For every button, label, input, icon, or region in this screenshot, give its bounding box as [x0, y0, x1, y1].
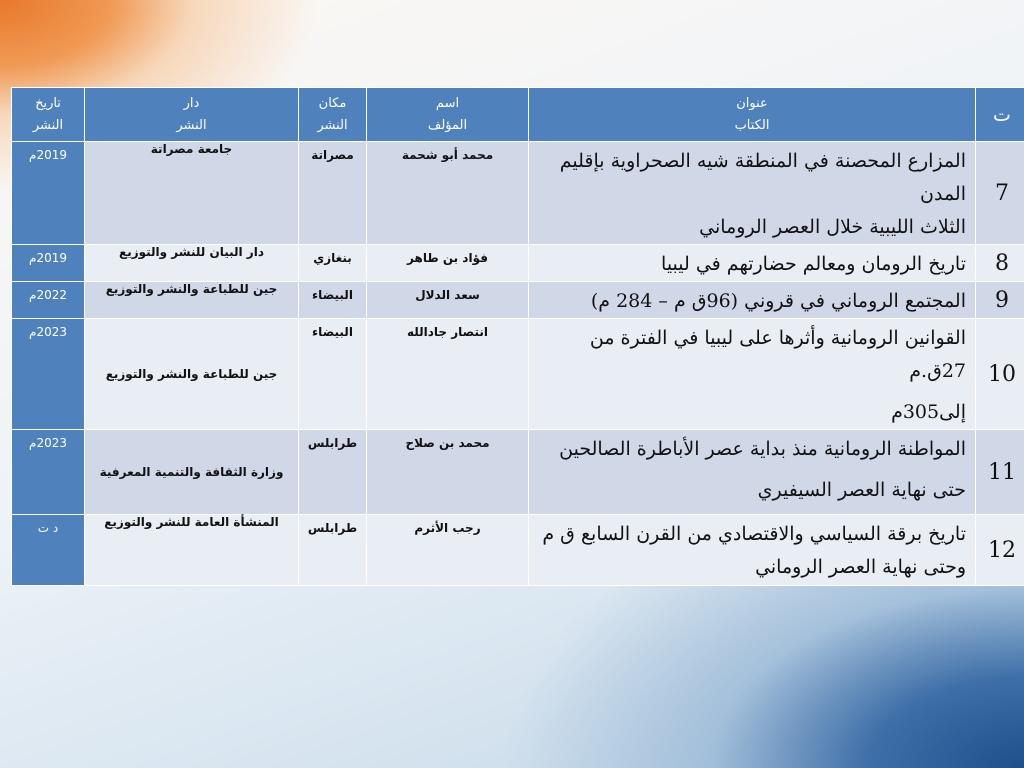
publication-place: البيضاء: [299, 282, 367, 319]
publication-date: 2023م: [12, 430, 85, 515]
row-number: 12: [976, 515, 1024, 586]
book-title: تاريخ الرومان ومعالم حضارتهم في ليبيا: [529, 245, 976, 282]
publication-date: 2019م: [12, 142, 85, 245]
publication-place: بنغازي: [299, 245, 367, 282]
author-name: محمد أبو شحمة: [367, 142, 529, 245]
author-name: فؤاد بن طاهر: [367, 245, 529, 282]
publication-date: 2023م: [12, 319, 85, 430]
publisher-name: جين للطباعة والنشر والتوزيع: [85, 282, 299, 319]
publisher-name: جين للطباعة والنشر والتوزيع: [85, 319, 299, 430]
row-number: 8: [976, 245, 1024, 282]
book-title: تاريخ برقة السياسي والاقتصادي من القرن السابع ق م وحتى نهاية العصر الروماني: [529, 515, 976, 586]
author-name: انتصار جادالله: [367, 319, 529, 430]
publisher-name: وزارة الثقافة والتنمية المعرفية: [85, 430, 299, 515]
publisher-name: دار البيان للنشر والتوزيع: [85, 245, 299, 282]
row-number: 7: [976, 142, 1024, 245]
book-title: المجتمع الروماني في قروني (96ق م – 284 م): [529, 282, 976, 319]
author-name: رجب الأثرم: [367, 515, 529, 586]
table-row: [12, 245, 1024, 282]
header-date: تاريخ النشر: [12, 88, 85, 142]
table-row: [12, 142, 1024, 245]
publication-place: مصراتة: [299, 142, 367, 245]
publication-place: طرابلس: [299, 430, 367, 515]
publisher-name: جامعة مصراتة: [85, 142, 299, 245]
publication-date: 2022م: [12, 282, 85, 319]
header-publisher: دار النشر: [85, 88, 299, 142]
books-table: [11, 87, 1024, 586]
publication-date: د ت: [12, 515, 85, 586]
publication-date: 2019م: [12, 245, 85, 282]
row-number: 11: [976, 430, 1024, 515]
header-number: ت: [976, 88, 1024, 142]
header-book-title: عنوان الكتاب: [529, 88, 976, 142]
table-row: [12, 319, 1024, 430]
book-title: المواطنة الرومانية منذ بداية عصر الأباطرة الصالحين حتى نهاية العصر السيفيري: [529, 430, 976, 515]
row-number: 10: [976, 319, 1024, 430]
author-name: محمد بن صلاح: [367, 430, 529, 515]
book-title: القوانين الرومانية وأثرها على ليبيا في الفترة من 27ق.م إلى305م: [529, 319, 976, 430]
table-row: [12, 430, 1024, 515]
book-title: المزارع المحصنة في المنطقة شيه الصحراوية بإقليم المدن الثلاث الليبية خلال العصر الروماني: [529, 142, 976, 245]
author-name: سعد الدلال: [367, 282, 529, 319]
publication-place: طرابلس: [299, 515, 367, 586]
header-row: [12, 88, 1024, 142]
table-row: [12, 515, 1024, 586]
publisher-name: المنشأة العامة للنشر والتوزيع: [85, 515, 299, 586]
row-number: 9: [976, 282, 1024, 319]
publication-place: البيضاء: [299, 319, 367, 430]
header-place: مكان النشر: [299, 88, 367, 142]
header-author: اسم المؤلف: [367, 88, 529, 142]
table-row: [12, 282, 1024, 319]
